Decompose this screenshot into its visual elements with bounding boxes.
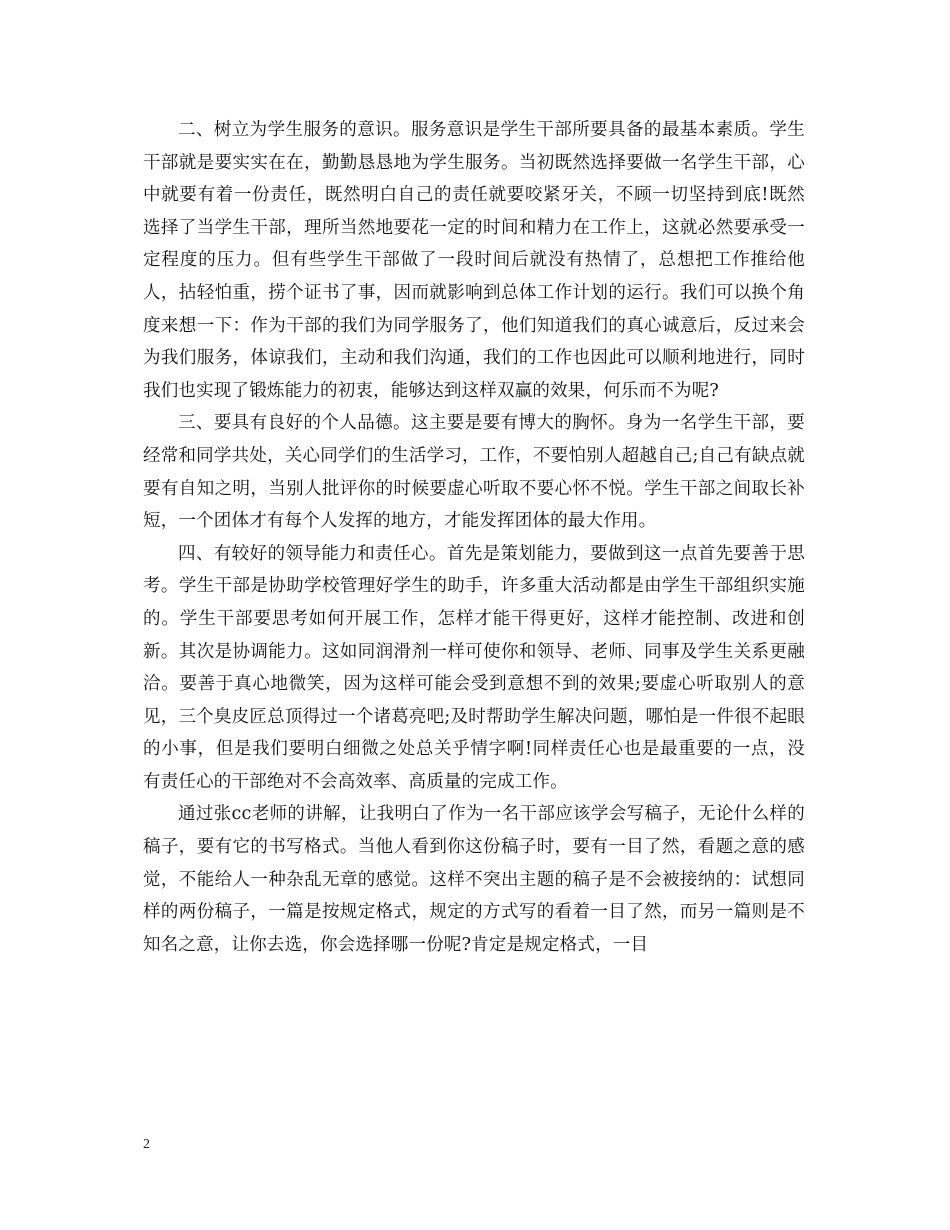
paragraph-leadership-responsibility: 四、有较好的领导能力和责任心。首先是策划能力，要做到这一点首先要善于思考。学生干部是协助学校管理好学生的助手，许多重大活动都是由学生干部组织实施的。学生干部要思考如何开展工作，怎样才能干得更好，这样才能控制、改进和创新。其次是协调能力。这如同润滑剂一样可使你和领导、老师、同事及学生关系更融洽。要善于真心地微笑，因为这样可能会受到意想不到的效果;要虚心听取别人的意见，三个臭皮匠总顶得过一个诸葛亮吧;及时帮助学生解决问题，哪怕是一件很不起眼的小事，但是我们要明白细微之处总关乎情字啊!同样责任心也是最重要的一点，没有责任心的干部绝对不会高效率、高质量的完成工作。: [143, 543, 805, 792]
paragraph-writing-format: 通过张cc老师的讲解，让我明白了作为一名干部应该学会写稿子，无论什么样的稿子，要有它的书写格式。当他人看到你这份稿子时，要有一目了然，看题之意的感觉，不能给人一种杂乱无章的感觉。这样不突出主题的稿子是不会被接纳的：试想同样的两份稿子，一篇是按规定格式，规定的方式写的看着一目了然，而另一篇则是不知名之意，让你去选，你会选择哪一份呢?肯定是规定格式，一目: [143, 804, 805, 955]
page-number: 2: [143, 1137, 150, 1152]
paragraph-personal-character: 三、要具有良好的个人品德。这主要是要有博大的胸怀。身为一名学生干部，要经常和同学共处，关心同学们的生活学习，工作，不要怕别人超越自己;自己有缺点就要有自知之明，当别人批评你的时候要虚心听取不要心怀不悦。学生干部之间取长补短，一个团体才有每个人发挥的地方，才能发挥团体的最大作用。: [143, 413, 805, 532]
paragraph-service-awareness: 二、树立为学生服务的意识。服务意识是学生干部所要具备的最基本素质。学生干部就是要实实在在，勤勤恳恳地为学生服务。当初既然选择要做一名学生干部，心中就要有着一份责任，既然明白自己的责任就要咬紧牙关，不顾一切坚持到底!既然选择了当学生干部，理所当然地要花一定的时间和精力在工作上，这就必然要承受一定程度的压力。但有些学生干部做了一段时间后就没有热情了，总想把工作推给他人，拈轻怕重，捞个证书了事，因而就影响到总体工作计划的运行。我们可以换个角度来想一下：作为干部的我们为同学服务了，他们知道我们的真心诚意后，反过来会为我们服务，体谅我们，主动和我们沟通，我们的工作也因此可以顺利地进行，同时我们也实现了锻炼能力的初衷，能够达到这样双赢的效果，何乐而不为呢?: [143, 120, 805, 401]
document-body: [143, 114, 805, 961]
